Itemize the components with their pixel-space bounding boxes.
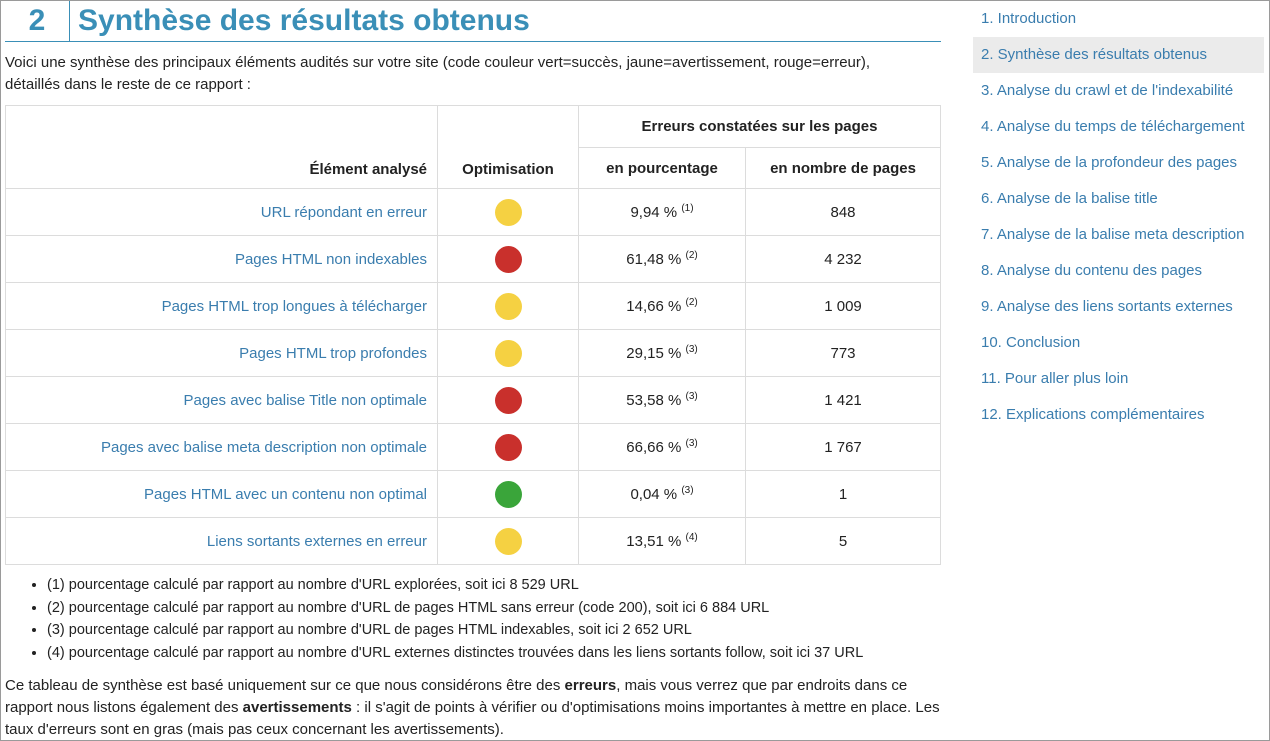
closing-bold-warnings: avertissements [242,699,352,716]
row-percent [579,471,746,518]
row-percent [579,330,746,377]
row-optimisation [438,330,579,377]
row-optimisation [438,471,579,518]
percent-value: 66,66 % [626,439,682,456]
row-percent [579,283,746,330]
percent-value: 29,15 % [626,345,682,362]
toc-link[interactable]: 3. Analyse du crawl et de l'indexabilité [981,82,1234,99]
row-percent [579,518,746,565]
table-row [6,330,941,377]
footnote-ref: (3) [681,485,694,496]
footnote-item: • (4) pourcentage calculé par rapport au nombre d'URL externes distinctes trouvées dans les liens sortants follow, soit ici 37 URL [47,642,863,665]
results-table [5,105,941,565]
footnote-ref: (4) [685,532,698,543]
table-row [6,236,941,283]
table-row [6,283,941,330]
row-element-link[interactable]: Pages HTML avec un contenu non optimal [6,471,438,518]
toc-link[interactable]: 4. Analyse du temps de téléchargement [981,118,1245,135]
toc-link[interactable]: 11. Pour aller plus loin [981,370,1129,387]
toc-link[interactable]: 12. Explications complémentaires [981,406,1205,423]
row-optimisation [438,518,579,565]
status-dot-icon [495,199,522,226]
header-errors-group: Erreurs constatées sur les pages [579,106,941,148]
status-dot-icon [495,246,522,273]
status-dot-icon [495,387,522,414]
status-dot-icon [495,293,522,320]
closing-text: : il s'agit de points à vérifier ou d'optimisations moins importantes à mettre en place. Les taux d'erreurs sont en gras (mais pas ceux concernant les avertissements). [5,699,940,738]
row-count: 1 767 [746,424,941,471]
row-element-link[interactable]: Pages HTML trop profondes [6,330,438,377]
row-element-link[interactable]: URL répondant en erreur [6,189,438,236]
row-count: 773 [746,330,941,377]
footnote-item: • (2) pourcentage calculé par rapport au nombre d'URL de pages HTML sans erreur (code 200), soit ici 6 884 URL [47,597,863,620]
closing-bold-errors: erreurs [564,677,617,694]
footnote-ref: (2) [685,297,698,308]
row-optimisation [438,424,579,471]
table-of-contents [973,1,1264,433]
status-dot-icon [495,340,522,367]
footnote-item: • (1) pourcentage calculé par rapport au nombre d'URL explorées, soit ici 8 529 URL [47,574,863,597]
footnote-ref: (2) [685,250,698,261]
section-intro: Voici une synthèse des principaux éléments audités sur votre site (code couleur vert=succès, jaune=avertissement, rouge=erreur), détaillés dans le reste de ce rapport : [5,54,871,93]
table-row [6,518,941,565]
table-row [6,377,941,424]
toc-link[interactable]: 6. Analyse de la balise title [981,190,1158,207]
percent-value: 53,58 % [626,392,682,409]
row-element-link[interactable]: Pages HTML non indexables [6,236,438,283]
footnote-ref: (1) [681,203,694,214]
row-count: 1 009 [746,283,941,330]
header-count: en nombre de pages [746,148,941,189]
main-content [5,1,941,738]
status-dot-icon [495,481,522,508]
footnote-ref: (3) [685,391,698,402]
row-optimisation [438,189,579,236]
toc-link[interactable]: 9. Analyse des liens sortants externes [981,298,1233,315]
row-percent [579,377,746,424]
section-heading [5,1,941,42]
percent-value: 13,51 % [626,533,682,550]
footnote-ref: (3) [685,344,698,355]
closing-text: Ce tableau de synthèse est basé uniquement sur ce que nous considérons être des [5,677,565,694]
header-element: Élément analysé [6,106,438,189]
table-row [6,189,941,236]
row-element-link[interactable]: Pages avec balise Title non optimale [6,377,438,424]
footnote-item: • (3) pourcentage calculé par rapport au nombre d'URL de pages HTML indexables, soit ici 2 652 URL [47,619,863,642]
toc-link[interactable]: 8. Analyse du contenu des pages [981,262,1203,279]
percent-value: 61,48 % [626,251,682,268]
row-count: 4 232 [746,236,941,283]
row-percent [579,236,746,283]
toc-link[interactable]: 2. Synthèse des résultats obtenus [973,37,1264,73]
toc-link[interactable]: 10. Conclusion [981,334,1081,351]
row-element-link[interactable]: Liens sortants externes en erreur [6,518,438,565]
row-count: 848 [746,189,941,236]
status-dot-icon [495,528,522,555]
table-row [6,471,941,518]
status-dot-icon [495,434,522,461]
table-row [6,424,941,471]
footnote-ref: (3) [685,438,698,449]
toc-link[interactable]: 5. Analyse de la profondeur des pages [981,154,1238,171]
row-count: 1 421 [746,377,941,424]
closing-paragraph [5,675,945,741]
row-percent [579,189,746,236]
percent-value: 9,94 % [630,204,678,221]
row-element-link[interactable]: Pages HTML trop longues à télécharger [6,283,438,330]
row-count: 5 [746,518,941,565]
row-percent [579,424,746,471]
percent-value: 0,04 % [630,486,678,503]
row-count: 1 [746,471,941,518]
toc-link[interactable]: 7. Analyse de la balise meta description [981,226,1245,243]
closing-text: , mais vous verrez que par endroits dans ce rapport nous listons également des [5,677,908,716]
footnotes-list [25,574,863,664]
row-optimisation [438,236,579,283]
row-optimisation [438,377,579,424]
row-optimisation [438,283,579,330]
header-percent: en pourcentage [579,148,746,189]
toc-link[interactable]: 1. Introduction [981,10,1077,27]
section-title: Synthèse des résultats obtenus [78,4,530,37]
percent-value: 14,66 % [626,298,682,315]
row-element-link[interactable]: Pages avec balise meta description non optimale [6,424,438,471]
section-number: 2 [5,1,70,41]
header-optimisation: Optimisation [438,106,579,189]
